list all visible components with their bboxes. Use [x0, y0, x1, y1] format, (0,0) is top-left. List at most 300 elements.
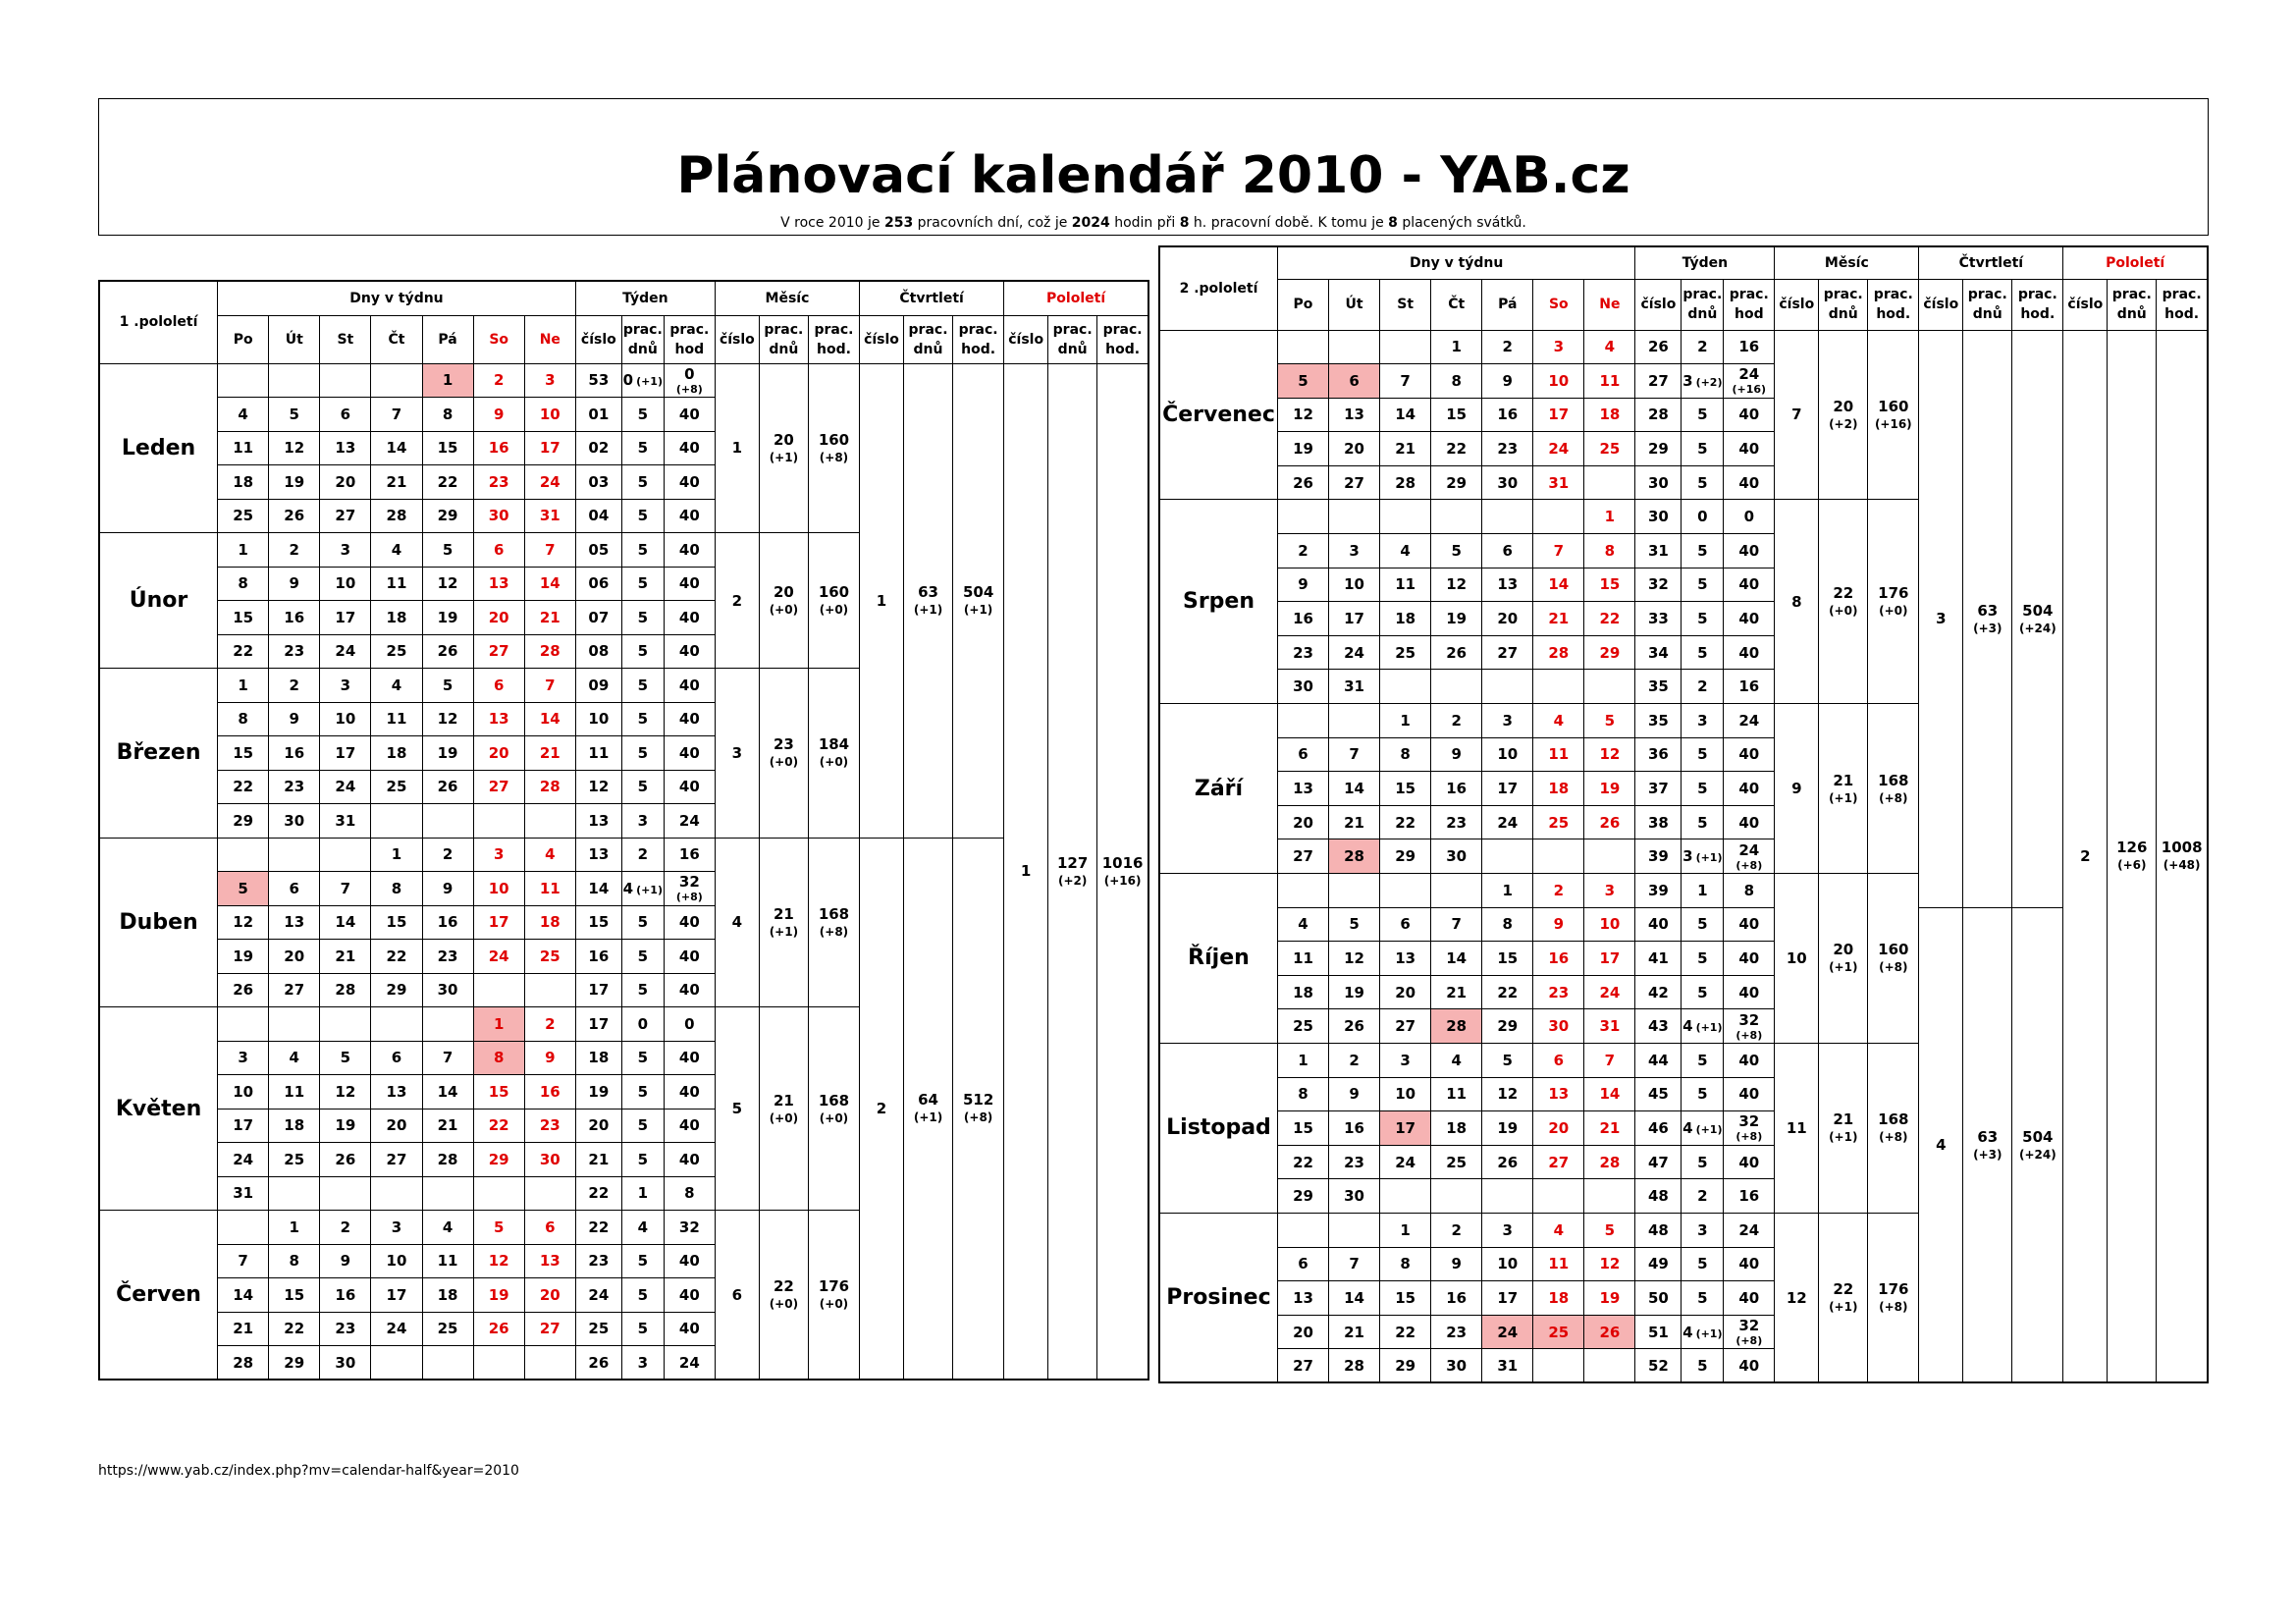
- month-hours-value: 160: [1878, 941, 1909, 959]
- week-hours: [664, 702, 715, 736]
- week-workdays-value: 5: [637, 1320, 649, 1338]
- month-hours: [808, 669, 859, 839]
- day-cell: 29: [218, 804, 269, 839]
- day-cell: 22: [218, 634, 269, 669]
- weekday-header: Út: [1329, 279, 1380, 330]
- week-workdays-value: 4: [622, 879, 634, 897]
- month-hours-value: 160: [818, 430, 850, 449]
- week-number: 25: [575, 1312, 621, 1346]
- number-col-header: číslo: [715, 315, 759, 363]
- week-hours: [664, 872, 715, 906]
- weekday-header: Čt: [1431, 279, 1482, 330]
- month-name: Červenec: [1159, 330, 1277, 500]
- week-workdays: [1682, 839, 1724, 874]
- day-cell: 25: [422, 1312, 473, 1346]
- week-workdays-value: 5: [637, 913, 649, 932]
- weekday-header: Ne: [524, 315, 575, 363]
- day-cell: 10: [473, 872, 524, 906]
- month-number: 12: [1775, 1213, 1819, 1382]
- week-hours: [664, 1176, 715, 1211]
- hours-col-header: [1097, 315, 1148, 363]
- week-number: 22: [575, 1176, 621, 1211]
- day-cell: 5: [1431, 534, 1482, 568]
- day-cell: [320, 1007, 371, 1042]
- day-cell: 1: [1380, 1213, 1431, 1247]
- week-hours-delta: (+16): [1732, 383, 1767, 397]
- month-number: 6: [715, 1211, 759, 1380]
- weekday-header: Po: [1277, 279, 1328, 330]
- week-workdays: [621, 1143, 664, 1177]
- day-cell: 31: [218, 1176, 269, 1211]
- month-hours-value: 168: [1878, 771, 1909, 789]
- week-hours-value: 40: [678, 574, 700, 593]
- half-number: 2: [2063, 330, 2108, 1382]
- day-cell: 28: [320, 973, 371, 1007]
- day-cell: [371, 1346, 422, 1380]
- week-workdays-value: 3: [1682, 371, 1693, 390]
- day-cell: [1329, 874, 1380, 908]
- week-workdays: [621, 363, 664, 398]
- month-hours-delta: (+0): [819, 603, 849, 617]
- week-hours: [1724, 432, 1775, 466]
- day-cell: 7: [1329, 737, 1380, 772]
- week-hours: [1724, 330, 1775, 364]
- day-cell: 11: [1431, 1077, 1482, 1111]
- week-hours-value: 0: [684, 364, 695, 383]
- day-cell: 18: [1431, 1111, 1482, 1146]
- month-hours: [808, 1211, 859, 1380]
- workdays-col-header: [759, 315, 808, 363]
- quarter-workdays-value: 63: [918, 583, 938, 601]
- day-cell: 15: [1584, 568, 1635, 602]
- col-header-line: prac.: [1052, 321, 1093, 338]
- week-number: 28: [1635, 398, 1682, 432]
- month-name: Duben: [99, 838, 218, 1007]
- first-half-calendar: [98, 280, 1149, 1380]
- week-hours-delta: (+8): [1735, 1334, 1763, 1348]
- week-number: 10: [575, 702, 621, 736]
- week-workdays: [621, 804, 664, 839]
- day-cell: 1: [1482, 874, 1533, 908]
- day-cell: 6: [1329, 364, 1380, 399]
- day-cell: 25: [218, 499, 269, 533]
- week-workdays: [621, 567, 664, 601]
- week-workdays-value: 5: [637, 439, 649, 458]
- week-workdays: [621, 770, 664, 804]
- quarter-workdays-delta: (+1): [913, 1110, 943, 1125]
- month-name: Březen: [99, 669, 218, 839]
- day-cell: [473, 804, 524, 839]
- day-cell: 23: [422, 940, 473, 974]
- week-hours: [664, 567, 715, 601]
- week-hours: [1724, 704, 1775, 738]
- day-cell: 7: [524, 533, 575, 568]
- week-hours-delta: (+8): [1735, 858, 1763, 872]
- month-hours: [808, 533, 859, 669]
- week-workdays-value: 5: [637, 608, 649, 626]
- week-workdays: [621, 905, 664, 940]
- week-number: 41: [1635, 942, 1682, 976]
- week-number: 13: [575, 804, 621, 839]
- week-number: 03: [575, 465, 621, 500]
- day-cell: 16: [1533, 942, 1584, 976]
- number-col-header: číslo: [2063, 279, 2108, 330]
- day-cell: 20: [1277, 1315, 1328, 1349]
- week-hours: [664, 1109, 715, 1143]
- day-cell: 23: [269, 634, 320, 669]
- week-hours: [1724, 907, 1775, 942]
- day-cell: 28: [422, 1143, 473, 1177]
- day-cell: 16: [1482, 398, 1533, 432]
- day-cell: 4: [1533, 1213, 1584, 1247]
- day-cell: 5: [1584, 1213, 1635, 1247]
- day-cell: 25: [1533, 805, 1584, 839]
- day-cell: 11: [269, 1075, 320, 1110]
- week-number: 11: [575, 736, 621, 771]
- quarter-workdays: [1963, 330, 2012, 907]
- day-cell: [1431, 670, 1482, 704]
- day-cell: [1584, 1349, 1635, 1383]
- day-cell: 19: [269, 465, 320, 500]
- week-hours: [664, 770, 715, 804]
- week-workdays: [1682, 602, 1724, 636]
- month-workdays-delta: (+0): [769, 1297, 799, 1311]
- week-workdays: [1682, 1281, 1724, 1316]
- week-workdays: [1682, 534, 1724, 568]
- day-cell: 4: [1431, 1043, 1482, 1077]
- day-cell: 17: [524, 431, 575, 465]
- week-hours: [1724, 942, 1775, 976]
- quarter-workdays-delta: (+1): [913, 603, 943, 617]
- week-number: 23: [575, 1244, 621, 1278]
- day-cell: 16: [1431, 1281, 1482, 1316]
- week-workdays-value: 5: [637, 1116, 649, 1135]
- week-workdays-value: 3: [1697, 711, 1708, 730]
- week-hours-value: 8: [684, 1184, 695, 1203]
- week-workdays: [621, 1007, 664, 1042]
- day-cell: 20: [1329, 432, 1380, 466]
- week-workdays: [1682, 432, 1724, 466]
- week-hours-value: 32: [678, 873, 700, 892]
- half-header: Pololetí: [1004, 281, 1148, 315]
- week-workdays: [1682, 1077, 1724, 1111]
- week-workdays: [1682, 1349, 1724, 1383]
- quarter-hours-value: 504: [2022, 601, 2054, 620]
- month-hours-delta: (+8): [1879, 960, 1908, 975]
- day-cell: 14: [1329, 1281, 1380, 1316]
- week-number: 30: [1635, 500, 1682, 534]
- number-col-header: číslo: [575, 315, 621, 363]
- quarter-header: Čtvrtletí: [1919, 246, 2063, 279]
- hours-col-header: [2157, 279, 2208, 330]
- day-cell: 30: [422, 973, 473, 1007]
- week-hours: [1724, 670, 1775, 704]
- week-hours-value: 40: [678, 608, 700, 626]
- week-number: 02: [575, 431, 621, 465]
- week-hours: [664, 431, 715, 465]
- day-cell: 17: [218, 1109, 269, 1143]
- col-header-line: dnů: [2116, 306, 2147, 322]
- hours-col-header: [2012, 279, 2063, 330]
- day-cell: 20: [320, 465, 371, 500]
- week-hours-value: 40: [678, 947, 700, 965]
- month-hours: [1868, 704, 1919, 874]
- week-workdays: [621, 1109, 664, 1143]
- day-cell: [1482, 670, 1533, 704]
- week-workdays: [1682, 1145, 1724, 1179]
- month-hours-value: 168: [818, 904, 850, 923]
- day-cell: [1431, 500, 1482, 534]
- day-cell: 2: [1277, 534, 1328, 568]
- day-cell: 19: [1277, 432, 1328, 466]
- day-cell: 21: [1329, 805, 1380, 839]
- month-name: Únor: [99, 533, 218, 669]
- day-cell: 6: [1277, 737, 1328, 772]
- day-cell: 2: [1431, 1213, 1482, 1247]
- week-hours: [1724, 1281, 1775, 1316]
- day-cell: [1533, 839, 1584, 874]
- day-cell: [1431, 1179, 1482, 1214]
- day-cell: [1277, 704, 1328, 738]
- day-cell: 27: [524, 1312, 575, 1346]
- day-cell: 13: [1533, 1077, 1584, 1111]
- week-workdays: [621, 1176, 664, 1211]
- quarter-workdays-delta: (+3): [1973, 1147, 2002, 1162]
- week-hours: [664, 363, 715, 398]
- day-cell: 14: [1584, 1077, 1635, 1111]
- day-cell: 2: [1431, 704, 1482, 738]
- week-workdays-delta: (+1): [1695, 1122, 1723, 1136]
- day-cell: 30: [524, 1143, 575, 1177]
- number-col-header: číslo: [1635, 279, 1682, 330]
- day-cell: 5: [218, 872, 269, 906]
- half-workdays-delta: (+6): [2117, 858, 2147, 873]
- hours-col-header: [808, 315, 859, 363]
- week-hours-value: 40: [678, 1082, 700, 1101]
- summary-hours: 2024: [1071, 215, 1110, 231]
- month-hours-delta: (+16): [1874, 416, 1912, 431]
- week-row: [1159, 907, 2208, 942]
- week-workdays-value: 0: [637, 1014, 649, 1033]
- week-hours: [1724, 1145, 1775, 1179]
- day-cell: 20: [524, 1278, 575, 1313]
- week-workdays-value: 3: [1697, 1220, 1708, 1239]
- day-cell: 22: [473, 1109, 524, 1143]
- quarter-hours-delta: (+8): [963, 1110, 993, 1125]
- week-hours-value: 40: [678, 439, 700, 458]
- day-cell: 29: [422, 499, 473, 533]
- week-workdays: [1682, 1213, 1724, 1247]
- week-workdays: [621, 601, 664, 635]
- number-col-header: číslo: [1919, 279, 1963, 330]
- workdays-col-header: [1048, 315, 1097, 363]
- workdays-col-header: [621, 315, 664, 363]
- quarter-number: 3: [1919, 330, 1963, 907]
- day-cell: 9: [269, 702, 320, 736]
- month-workdays: [759, 363, 808, 533]
- month-hours-delta: (+8): [819, 924, 849, 939]
- day-cell: 21: [1329, 1315, 1380, 1349]
- day-cell: [524, 1176, 575, 1211]
- day-cell: 7: [422, 1041, 473, 1075]
- day-cell: 15: [371, 905, 422, 940]
- day-cell: [269, 1176, 320, 1211]
- day-cell: 5: [269, 398, 320, 432]
- day-cell: [1329, 1213, 1380, 1247]
- day-cell: 23: [1277, 635, 1328, 670]
- week-row: [1159, 330, 2208, 364]
- quarter-hours: [2012, 907, 2063, 1382]
- col-header-line: dnů: [1687, 306, 1718, 322]
- week-number: 48: [1635, 1213, 1682, 1247]
- month-header: Měsíc: [715, 281, 859, 315]
- hours-col-header: [1724, 279, 1775, 330]
- summary-text: placených svátků.: [1397, 215, 1526, 231]
- week-number: 44: [1635, 1043, 1682, 1077]
- day-cell: 27: [1277, 1349, 1328, 1383]
- month-hours-delta: (+0): [1879, 604, 1908, 619]
- week-number: 45: [1635, 1077, 1682, 1111]
- month-workdays: [1819, 1043, 1868, 1213]
- day-cell: 7: [1431, 907, 1482, 942]
- week-number: 38: [1635, 805, 1682, 839]
- day-cell: 23: [1431, 1315, 1482, 1349]
- day-cell: 4: [1380, 534, 1431, 568]
- month-hours-value: 160: [818, 583, 850, 601]
- summary-text: V roce 2010 je: [780, 215, 884, 231]
- day-cell: 18: [371, 601, 422, 635]
- week-number: 29: [1635, 432, 1682, 466]
- week-number: 37: [1635, 772, 1682, 806]
- day-cell: 17: [1329, 602, 1380, 636]
- month-hours: [1868, 1213, 1919, 1382]
- week-hours: [1724, 500, 1775, 534]
- week-number: 34: [1635, 635, 1682, 670]
- header-row-groups: [99, 281, 1148, 315]
- day-cell: 4: [1533, 704, 1584, 738]
- day-cell: [320, 363, 371, 398]
- hours-col-header: [664, 315, 715, 363]
- day-cell: 30: [1329, 1179, 1380, 1214]
- week-number: 42: [1635, 975, 1682, 1009]
- day-cell: 5: [1329, 907, 1380, 942]
- day-cell: 3: [218, 1041, 269, 1075]
- week-workdays-value: 5: [1697, 915, 1708, 934]
- week-workdays: [1682, 1043, 1724, 1077]
- week-workdays-value: 5: [637, 1285, 649, 1304]
- month-name: Srpen: [1159, 500, 1277, 704]
- week-workdays: [1682, 975, 1724, 1009]
- month-workdays: [759, 1007, 808, 1211]
- week-workdays: [1682, 772, 1724, 806]
- quarter-hours: [2012, 330, 2063, 907]
- summary-holidays: 8: [1388, 215, 1398, 231]
- day-cell: [1329, 330, 1380, 364]
- week-workdays: [621, 465, 664, 500]
- week-workdays: [621, 669, 664, 703]
- day-cell: [1482, 500, 1533, 534]
- week-hours: [1724, 839, 1775, 874]
- half-hours-value: 1008: [2161, 839, 2203, 857]
- day-cell: 7: [1329, 1247, 1380, 1281]
- day-cell: 18: [1380, 602, 1431, 636]
- day-cell: [371, 363, 422, 398]
- week-workdays: [1682, 1247, 1724, 1281]
- day-cell: 24: [1482, 1315, 1533, 1349]
- day-cell: [1584, 839, 1635, 874]
- day-cell: 15: [218, 601, 269, 635]
- day-cell: 21: [1584, 1111, 1635, 1146]
- day-cell: 28: [1533, 635, 1584, 670]
- month-name: Září: [1159, 704, 1277, 874]
- col-header-line: hod.: [1876, 306, 1911, 322]
- week-hours-value: 40: [1738, 643, 1760, 662]
- day-cell: 15: [269, 1278, 320, 1313]
- col-header-line: hod.: [1105, 341, 1141, 357]
- day-cell: 10: [1329, 568, 1380, 602]
- week-hours-value: 40: [678, 540, 700, 559]
- week-hours-value: 0: [684, 1014, 695, 1033]
- week-number: 48: [1635, 1179, 1682, 1214]
- day-cell: 16: [320, 1278, 371, 1313]
- day-cell: [1277, 330, 1328, 364]
- week-workdays: [621, 1278, 664, 1313]
- day-cell: 11: [218, 431, 269, 465]
- week-hours: [664, 1211, 715, 1245]
- day-cell: 10: [1584, 907, 1635, 942]
- day-cell: 30: [1533, 1009, 1584, 1044]
- week-workdays-value: 1: [637, 1184, 649, 1203]
- day-cell: 13: [473, 567, 524, 601]
- day-cell: [1380, 1179, 1431, 1214]
- week-workdays-value: 3: [637, 811, 649, 830]
- week-hours: [664, 940, 715, 974]
- week-workdays-value: 5: [637, 676, 649, 694]
- month-hours-delta: (+8): [1879, 1130, 1908, 1145]
- week-workdays-value: 5: [637, 710, 649, 729]
- day-cell: 29: [1584, 635, 1635, 670]
- day-cell: 5: [1482, 1043, 1533, 1077]
- quarter-hours-value: 504: [962, 583, 994, 601]
- day-cell: 28: [1380, 465, 1431, 500]
- day-cell: 9: [1431, 737, 1482, 772]
- week-hours: [1724, 772, 1775, 806]
- day-cell: 9: [422, 872, 473, 906]
- day-cell: 29: [371, 973, 422, 1007]
- day-cell: 7: [371, 398, 422, 432]
- day-cell: 5: [473, 1211, 524, 1245]
- weekdays-header: Dny v týdnu: [218, 281, 576, 315]
- weekday-header: Pá: [1482, 279, 1533, 330]
- week-number: 18: [575, 1041, 621, 1075]
- week-workdays-value: 5: [1697, 948, 1708, 967]
- week-hours-value: 40: [678, 472, 700, 491]
- day-cell: 29: [269, 1346, 320, 1380]
- month-hours: [1868, 874, 1919, 1044]
- day-cell: [269, 1007, 320, 1042]
- day-cell: 24: [1533, 432, 1584, 466]
- week-hours-value: 24: [1738, 711, 1760, 730]
- month-workdays: [759, 1211, 808, 1380]
- week-workdays-value: 5: [637, 1082, 649, 1101]
- day-cell: [422, 1346, 473, 1380]
- week-hours-value: 24: [678, 1353, 700, 1372]
- day-cell: 14: [1380, 398, 1431, 432]
- week-workdays: [621, 634, 664, 669]
- day-cell: 2: [269, 669, 320, 703]
- day-cell: 21: [1431, 975, 1482, 1009]
- month-workdays-delta: (+2): [1829, 416, 1858, 431]
